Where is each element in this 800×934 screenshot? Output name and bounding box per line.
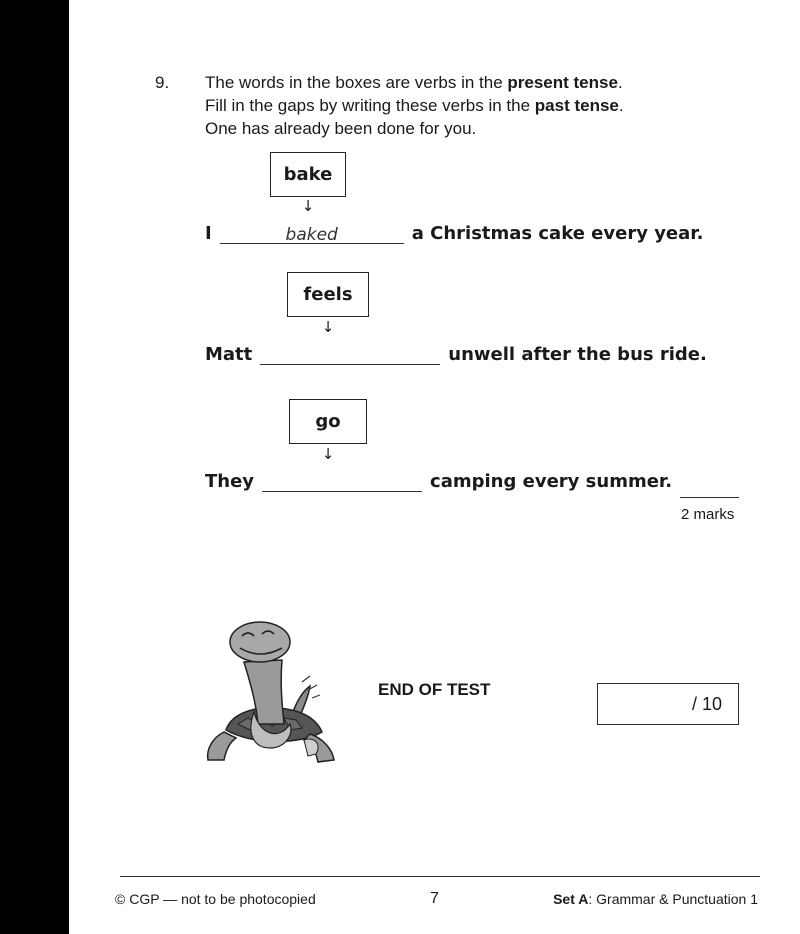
sentence-1-end: a Christmas cake every year. bbox=[411, 223, 704, 244]
instruction-line-1: The words in the boxes are verbs in the present tense. bbox=[205, 73, 623, 92]
marks-score-line[interactable] bbox=[680, 497, 739, 498]
past-tense-emphasis: past tense bbox=[534, 96, 619, 115]
footer-set-title: Set A: Grammar & Punctuation 1 bbox=[553, 891, 758, 907]
sentence-2-start: Matt bbox=[205, 344, 253, 365]
instruction-line-2: Fill in the gaps by writing these verbs in the past tense. bbox=[205, 96, 624, 115]
down-arrow-icon: ↓ bbox=[321, 445, 335, 463]
marks-label: 2 marks bbox=[681, 506, 735, 523]
answer-gap-3[interactable] bbox=[262, 471, 422, 492]
tortoise-illustration-icon bbox=[198, 612, 348, 767]
sentence-3 bbox=[205, 471, 672, 492]
answer-gap-2[interactable] bbox=[260, 344, 440, 365]
sentence-2 bbox=[205, 344, 707, 365]
sentence-3-end: camping every summer. bbox=[430, 471, 673, 492]
answer-gap-1[interactable] bbox=[220, 223, 404, 244]
verb-box-go: go bbox=[289, 399, 367, 444]
verb-box-bake: bake bbox=[270, 152, 346, 197]
sentence-1-start: I bbox=[205, 223, 212, 244]
verb-box-feels: feels bbox=[287, 272, 369, 317]
sentence-1 bbox=[205, 223, 703, 244]
sentence-2-end: unwell after the bus ride. bbox=[448, 344, 707, 365]
total-score-box[interactable] bbox=[597, 683, 739, 725]
footer-divider bbox=[120, 876, 760, 877]
sentence-3-start: They bbox=[205, 471, 255, 492]
present-tense-emphasis: present tense bbox=[507, 73, 618, 92]
down-arrow-icon: ↓ bbox=[301, 197, 315, 215]
page-number: 7 bbox=[430, 890, 439, 907]
total-score-label: / 10 bbox=[691, 693, 722, 714]
instruction-line-3: One has already been done for you. bbox=[205, 119, 477, 138]
question-number: 9. bbox=[155, 73, 170, 92]
down-arrow-icon: ↓ bbox=[321, 318, 335, 336]
end-of-test-label: END OF TEST bbox=[378, 680, 491, 699]
footer-copyright: © CGP — not to be photocopied bbox=[115, 891, 316, 907]
example-answer: baked bbox=[285, 225, 338, 245]
page-side-bar bbox=[0, 0, 69, 934]
